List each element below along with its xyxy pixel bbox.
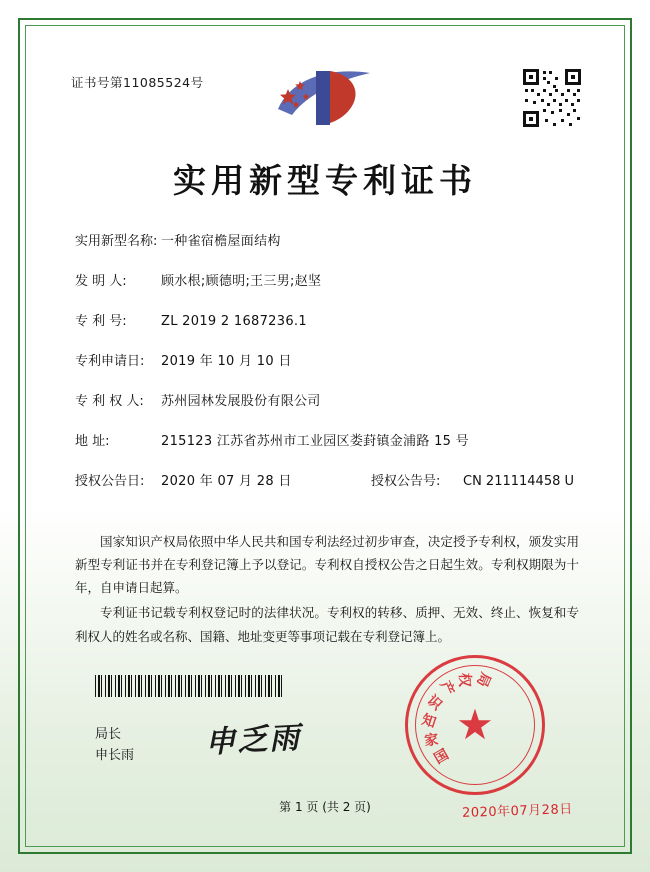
field-label: 发 明 人: xyxy=(75,274,127,289)
seal-date: 2020年07月28日 xyxy=(462,802,574,821)
page-footer: 第 1 页 (共 2 页) xyxy=(279,800,371,814)
legal-paragraph: 专利证书记载专利权登记时的法律状况。专利权的转移、质押、无效、终止、恢复和专利权人的姓名或名称、国籍、地址变更等事项记载在专利登记簿上。 xyxy=(75,605,579,644)
seal-text-ring: 国 家 知 识 产 权 局 xyxy=(419,669,494,768)
field-row xyxy=(75,350,579,369)
field-value: 苏州园林发展股份有限公司 xyxy=(161,394,321,409)
field-label: 实用新型名称: xyxy=(75,234,158,249)
director-role-label: 局长 xyxy=(95,727,122,742)
barcode-icon xyxy=(95,675,285,697)
page-title: 实用新型专利证书 xyxy=(173,161,477,200)
field-value: 2020 年 07 月 28 日 xyxy=(161,474,292,489)
field-row xyxy=(75,310,579,329)
field-row xyxy=(75,390,579,409)
qr-code-icon xyxy=(521,67,583,129)
signature-block xyxy=(95,725,134,767)
field-label: 专利申请日: xyxy=(75,354,145,369)
field-label: 专 利 权 人: xyxy=(75,394,144,409)
field-row xyxy=(75,430,579,449)
legal-text xyxy=(75,530,579,650)
field-value-secondary: CN 211114458 U xyxy=(463,474,575,489)
field-label: 专 利 号: xyxy=(75,314,127,329)
field-row-announcement xyxy=(75,470,579,489)
field-label: 授权公告日: xyxy=(75,474,145,489)
field-label: 地 址: xyxy=(75,434,110,449)
legal-paragraph: 国家知识产权局依照中华人民共和国专利法经过初步审查，决定授予专利权，颁发实用新型专利证书并在专利登记簿上予以登记。专利权自授权公告之日起生效。专利权期限为十年，自申请日起算。 xyxy=(75,534,579,596)
certificate-fields xyxy=(75,230,579,510)
field-row xyxy=(75,270,579,289)
director-name: 申长雨 xyxy=(95,747,135,763)
field-row xyxy=(75,230,579,249)
director-handwritten-signature: 申乏雨 xyxy=(204,720,303,761)
field-label-secondary: 授权公告号: xyxy=(371,474,441,489)
certificate-number: 证书号第11085524号 xyxy=(71,75,204,90)
patent-office-emblem-icon xyxy=(270,63,380,129)
star-icon: ★ xyxy=(456,700,494,749)
field-value: 顾水根;顾德明;王三男;赵坚 xyxy=(161,274,322,289)
field-value: ZL 2019 2 1687236.1 xyxy=(161,314,307,329)
field-value: 215123 江苏省苏州市工业园区娄葑镇金浦路 15 号 xyxy=(161,434,469,449)
official-seal xyxy=(405,655,545,795)
field-value: 一种雀宿檐屋面结构 xyxy=(161,234,281,249)
field-value: 2019 年 10 月 10 日 xyxy=(161,354,292,369)
